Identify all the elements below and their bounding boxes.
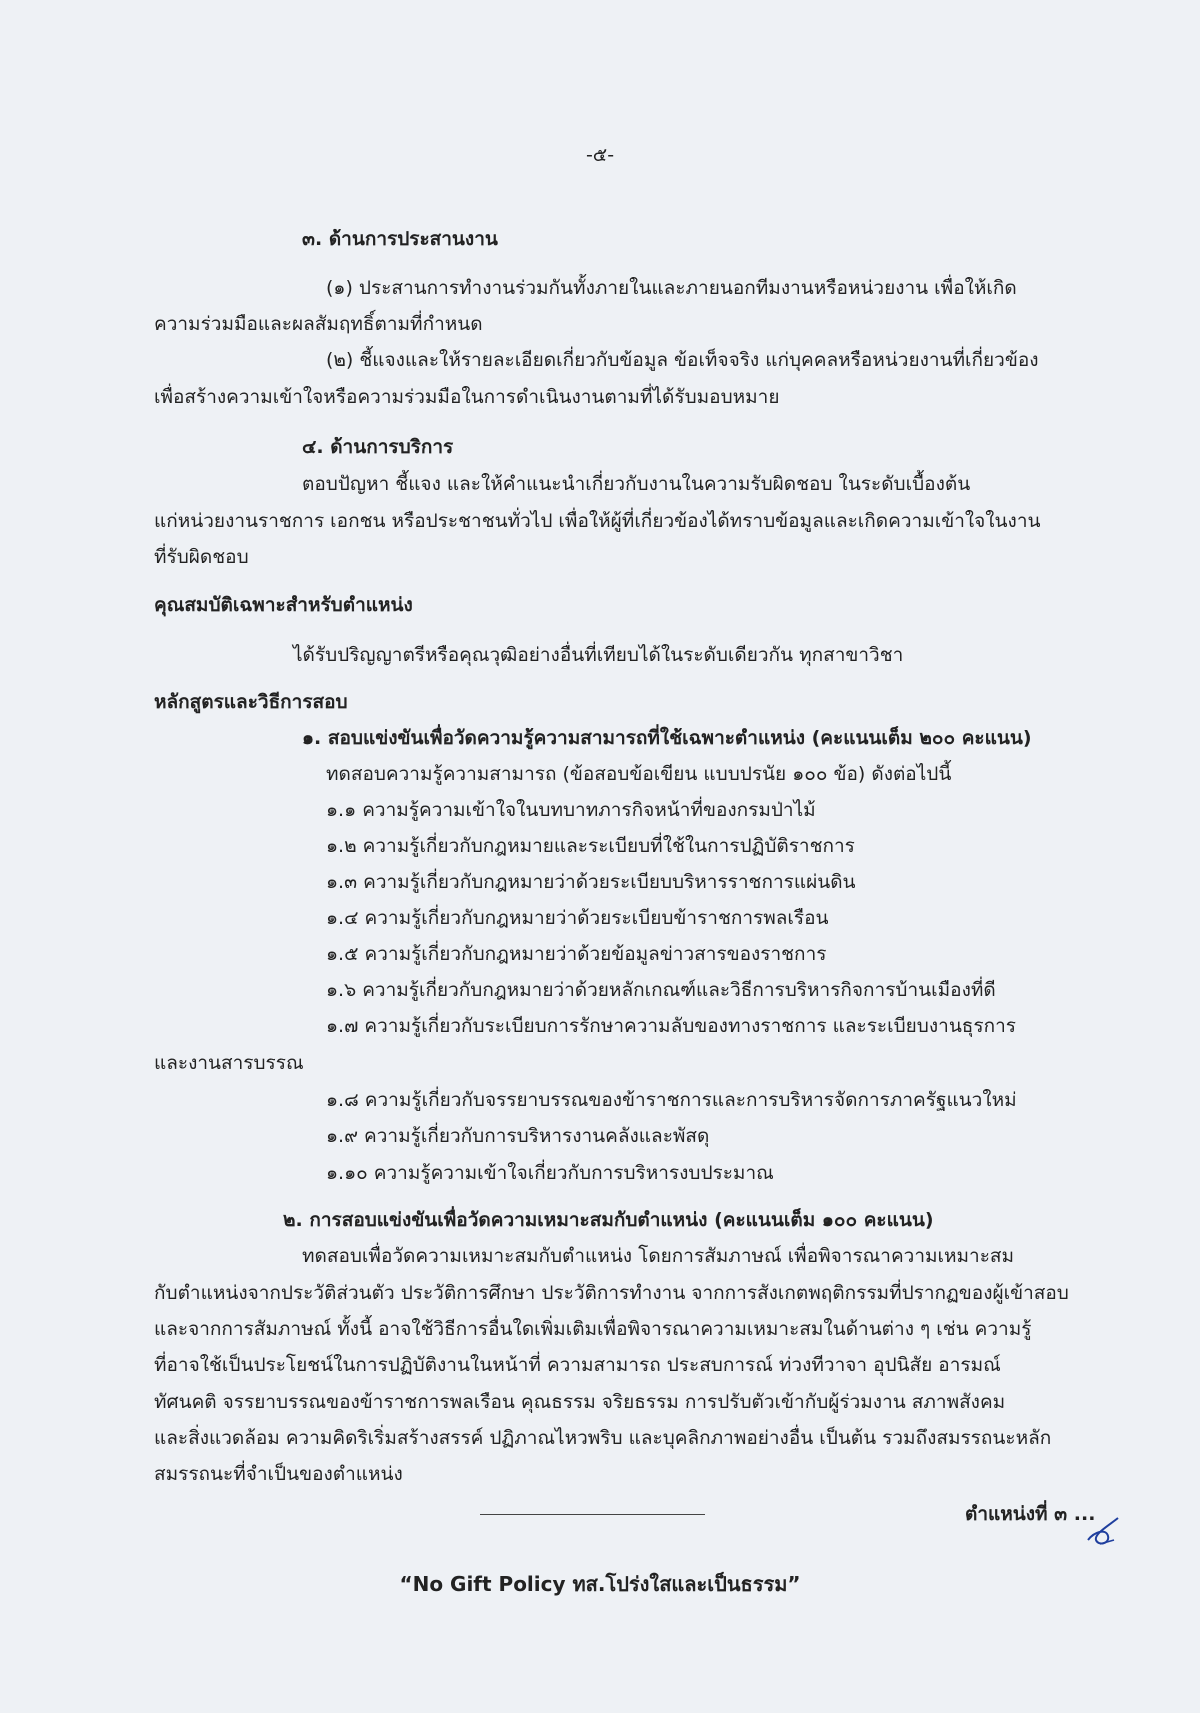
section3-item2-line2: เพื่อสร้างความเข้าใจหรือความร่วมมือในการดำเนินงานตามที่ได้รับมอบหมาย — [154, 386, 780, 408]
list-item: ๑.๖ ความรู้เกี่ยวกับกฎหมายว่าด้วยหลักเกณฑ์และวิธีการบริหารกิจการบ้านเมืองที่ดี — [326, 979, 996, 1001]
list-item: ๑.๕ ความรู้เกี่ยวกับกฎหมายว่าด้วยข้อมูลข่าวสารของราชการ — [326, 943, 827, 965]
part2-line: สมรรถนะที่จำเป็นของตำแหน่ง — [154, 1463, 403, 1485]
part2-line: และจากการสัมภาษณ์ ทั้งนี้ อาจใช้วิธีการอื่นใดเพิ่มเติมเพื่อพิจารณาความเหมาะสมในด้านต่าง ๆ เช่น ความรู้ — [154, 1318, 1032, 1340]
part1-heading: ๑. สอบแข่งขันเพื่อวัดความรู้ความสามารถที่ใช้เฉพาะตำแหน่ง (คะแนนเต็ม ๒๐๐ คะแนน) — [302, 727, 1032, 749]
curriculum-heading: หลักสูตรและวิธีการสอบ — [154, 691, 348, 713]
list-item: ๑.๑ ความรู้ความเข้าใจในบทบาทภารกิจหน้าที่ของกรมป่าไม้ — [326, 799, 816, 821]
list-item: ๑.๔ ความรู้เกี่ยวกับกฎหมายว่าด้วยระเบียบข้าราชการพลเรือน — [326, 907, 829, 929]
part1-intro: ทดสอบความรู้ความสามารถ (ข้อสอบข้อเขียน แบบปรนัย ๑๐๐ ข้อ) ดังต่อไปนี้ — [326, 763, 952, 785]
part2-line: ทดสอบเพื่อวัดความเหมาะสมกับตำแหน่ง โดยการสัมภาษณ์ เพื่อพิจารณาความเหมาะสม — [302, 1245, 1015, 1267]
list-item: ๑.๑๐ ความรู้ความเข้าใจเกี่ยวกับการบริหารงบประมาณ — [326, 1162, 774, 1184]
part2-line: ที่อาจใช้เป็นประโยชน์ในการปฏิบัติงานในหน้าที่ ความสามารถ ประสบการณ์ ท่วงทีวาจา อุปนิสัย อารมณ์ — [154, 1354, 1001, 1376]
list-item: ๑.๒ ความรู้เกี่ยวกับกฎหมายและระเบียบที่ใช้ในการปฏิบัติราชการ — [326, 835, 855, 857]
section4-line2: แก่หน่วยงานราชการ เอกชน หรือประชาชนทั่วไป เพื่อให้ผู้ที่เกี่ยวข้องได้ทราบข้อมูลและเกิดความเข้าใจในงาน — [154, 510, 1041, 532]
section4-line3: ที่รับผิดชอบ — [154, 546, 249, 568]
part2-line: กับตำแหน่งจากประวัติส่วนตัว ประวัติการศึกษา ประวัติการทำงาน จากการสังเกตพฤติกรรมที่ปรากฏของผู้เข้าสอบ — [154, 1282, 1069, 1304]
continuation-note: ตำแหน่งที่ ๓ ... — [965, 1503, 1096, 1525]
list-item: ๑.๘ ความรู้เกี่ยวกับจรรยาบรรณของข้าราชการและการบริหารจัดการภาครัฐแนวใหม่ — [326, 1089, 1017, 1111]
part2-heading: ๒. การสอบแข่งขันเพื่อวัดความเหมาะสมกับตำแหน่ง (คะแนนเต็ม ๑๐๐ คะแนน) — [283, 1209, 934, 1231]
part2-line: ทัศนคติ จรรยาบรรณของข้าราชการพลเรือน คุณธรรม จริยธรรม การปรับตัวเข้ากับผู้ร่วมงาน สภาพสังคม — [154, 1391, 1006, 1413]
footer-slogan: “No Gift Policy ทส.โปร่งใสและเป็นธรรม” — [399, 1572, 801, 1596]
section3-item2-line1: (๒) ชี้แจงและให้รายละเอียดเกี่ยวกับข้อมูล ข้อเท็จจริง แก่บุคคลหรือหน่วยงานที่เกี่ยวข้อง — [326, 349, 1039, 371]
list-item-continuation: และงานสารบรรณ — [154, 1052, 304, 1074]
page-number: -๕- — [585, 144, 615, 166]
section4-line1: ตอบปัญหา ชี้แจง และให้คำแนะนำเกี่ยวกับงานในความรับผิดชอบ ในระดับเบื้องต้น — [302, 473, 971, 495]
section3-item1-line2: ความร่วมมือและผลสัมฤทธิ์ตามที่กำหนด — [154, 313, 483, 335]
list-item: ๑.๗ ความรู้เกี่ยวกับระเบียบการรักษาความลับของทางราชการ และระเบียบงานธุรการ — [326, 1015, 1016, 1037]
list-item: ๑.๓ ความรู้เกี่ยวกับกฎหมายว่าด้วยระเบียบบริหารราชการแผ่นดิน — [326, 871, 856, 893]
section4-heading: ๔. ด้านการบริการ — [302, 436, 454, 458]
section3-item1-line1: (๑) ประสานการทำงานร่วมกันทั้งภายในและภายนอกทีมงานหรือหน่วยงาน เพื่อให้เกิด — [326, 277, 1017, 299]
initials-signature — [1080, 1510, 1122, 1550]
qualifications-text: ได้รับปริญญาตรีหรือคุณวุฒิอย่างอื่นที่เทียบได้ในระดับเดียวกัน ทุกสาขาวิชา — [293, 644, 904, 666]
section3-heading: ๓. ด้านการประสานงาน — [302, 228, 498, 250]
separator-line — [480, 1514, 705, 1515]
list-item: ๑.๙ ความรู้เกี่ยวกับการบริหารงานคลังและพัสดุ — [326, 1125, 710, 1147]
qualifications-heading: คุณสมบัติเฉพาะสำหรับตำแหน่ง — [154, 594, 413, 616]
part2-line: และสิ่งแวดล้อม ความคิดริเริ่มสร้างสรรค์ ปฏิภาณไหวพริบ และบุคลิกภาพอย่างอื่น เป็นต้น รวมถึงสมรรถนะหลัก — [154, 1427, 1052, 1449]
